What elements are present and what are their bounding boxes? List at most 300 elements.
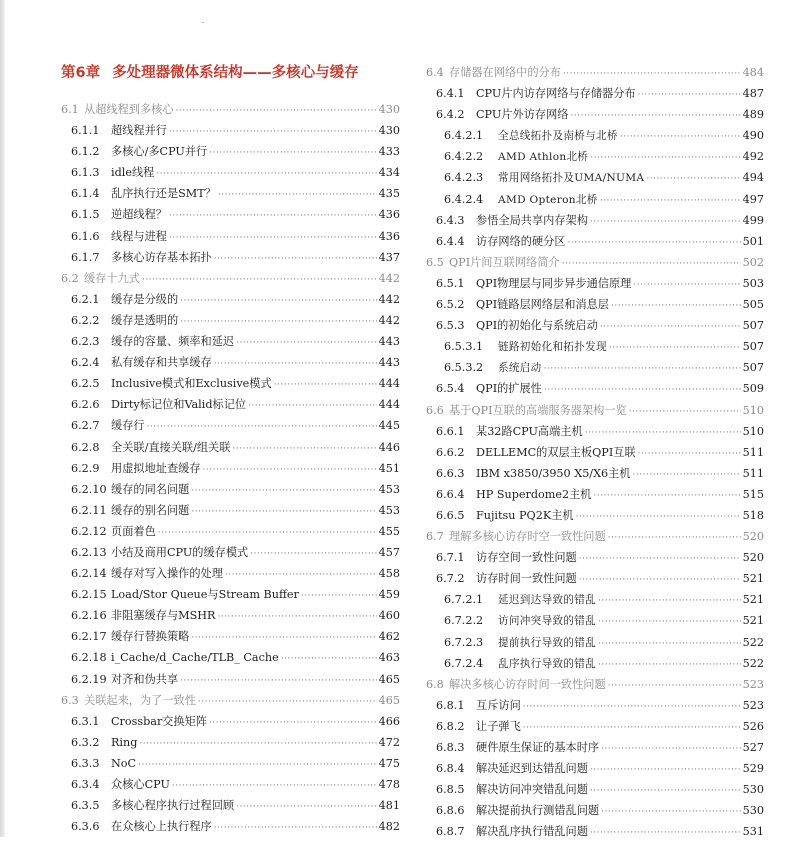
toc-entry-page: 445 bbox=[378, 419, 400, 433]
toc-entry-number: 6.1.3 bbox=[71, 166, 100, 180]
dot-leader bbox=[563, 64, 741, 85]
toc-entry-title: 参悟全局共享内存架构 bbox=[476, 213, 588, 227]
dot-leader bbox=[601, 739, 741, 760]
toc-entry-title: 缓存的同名问题 bbox=[111, 482, 190, 496]
dot-leader bbox=[236, 333, 377, 354]
toc-entry[interactable] bbox=[61, 479, 400, 500]
scan-mark bbox=[202, 22, 204, 23]
dot-leader bbox=[217, 607, 376, 628]
dot-leader bbox=[142, 270, 377, 291]
toc-entry-title: 非阻塞缓存与MSHR bbox=[111, 609, 216, 623]
toc-entry[interactable] bbox=[426, 653, 764, 674]
toc-entry-number: 6.2.9 bbox=[71, 461, 100, 475]
toc-entry-number: 6.2.15 bbox=[71, 588, 107, 602]
toc-entry-title: NoC bbox=[111, 756, 137, 770]
toc-entry-page: 509 bbox=[742, 382, 764, 396]
dot-leader bbox=[633, 465, 741, 486]
toc-entry-number: 6.2.4 bbox=[71, 356, 100, 370]
dot-leader bbox=[274, 375, 377, 396]
dot-leader bbox=[600, 317, 741, 338]
toc-entry-title: 全关联/直接关联/组关联 bbox=[111, 440, 231, 454]
toc-entry-title: AMD Athlon北桥 bbox=[498, 151, 589, 164]
toc-entry-page: 521 bbox=[742, 614, 764, 628]
toc-entry[interactable] bbox=[426, 294, 764, 315]
dot-leader bbox=[250, 544, 376, 565]
dot-leader bbox=[180, 291, 377, 312]
toc-entry-page: 515 bbox=[742, 487, 764, 501]
toc-entry-title: 用虚拟地址查缓存 bbox=[111, 461, 201, 475]
toc-entry-number: 6.2.13 bbox=[71, 545, 107, 559]
toc-entry-number: 6.7 bbox=[426, 530, 444, 544]
dot-leader bbox=[209, 143, 376, 164]
dot-leader bbox=[598, 655, 741, 676]
toc-entry-title: 常用网络拓扑及UMA/NUMA bbox=[498, 172, 645, 185]
toc-entry-number: 6.8.4 bbox=[436, 762, 465, 776]
toc-entry-title: 线程与进程 bbox=[111, 229, 167, 243]
toc-entry[interactable] bbox=[61, 373, 400, 394]
dot-leader bbox=[169, 122, 377, 143]
toc-entry-page: 459 bbox=[378, 588, 400, 602]
toc-entry-title: 缓存行替换策略 bbox=[111, 630, 190, 644]
toc-entry-title: Ring bbox=[111, 735, 138, 749]
toc-entry-page: 484 bbox=[742, 66, 764, 79]
toc-entry-title: 缓存是分级的 bbox=[111, 292, 179, 306]
toc-entry-page: 430 bbox=[378, 103, 400, 116]
toc-entry-title: CPU片外访存网络 bbox=[476, 108, 569, 122]
toc-entry[interactable] bbox=[61, 647, 400, 668]
toc-entry-page: 444 bbox=[378, 377, 400, 391]
dot-leader bbox=[609, 338, 741, 359]
toc-entry[interactable] bbox=[426, 758, 764, 779]
dot-leader bbox=[638, 444, 741, 465]
toc-entry-title: QPI链路层网络层和消息层 bbox=[476, 298, 609, 312]
toc-entry-title: 对齐和伪共享 bbox=[111, 672, 179, 686]
toc-entry[interactable] bbox=[61, 753, 400, 774]
dot-leader bbox=[180, 312, 377, 333]
toc-entry-title: Dirty标记位和Valid标记位 bbox=[111, 398, 247, 412]
toc-entry-title: 众核心CPU bbox=[111, 778, 170, 791]
toc-entry-number: 6.4.4 bbox=[436, 234, 465, 248]
toc-entry[interactable] bbox=[61, 732, 400, 753]
toc-entry[interactable] bbox=[61, 458, 400, 479]
dot-leader bbox=[214, 818, 377, 839]
toc-entry-page: 529 bbox=[742, 762, 764, 776]
toc-entry-page: 458 bbox=[378, 567, 400, 581]
toc-entry[interactable] bbox=[426, 146, 764, 167]
toc-entry-number: 6.3 bbox=[61, 693, 79, 707]
toc-entry[interactable] bbox=[61, 626, 400, 647]
toc-entry-page: 507 bbox=[742, 319, 764, 333]
toc-entry[interactable] bbox=[426, 231, 764, 252]
dot-leader bbox=[301, 586, 377, 607]
toc-section[interactable] bbox=[426, 400, 764, 421]
toc-section[interactable] bbox=[61, 690, 400, 711]
toc-entry-title: 访存空间一致性问题 bbox=[476, 551, 577, 565]
toc-entry-number: 6.5.3 bbox=[436, 319, 465, 333]
toc-entry-title: 存储器在网络中的分布 bbox=[449, 66, 561, 79]
toc-entry-number: 6.2.11 bbox=[71, 503, 107, 517]
toc-entry-title: 多核心程序执行过程回顾 bbox=[111, 799, 235, 813]
toc-entry-number: 6.1.6 bbox=[71, 229, 100, 243]
dot-leader bbox=[590, 781, 741, 802]
toc-entry-page: 502 bbox=[742, 255, 764, 269]
toc-entry-title: HP Superdome2主机 bbox=[476, 487, 592, 501]
toc-entry-title: 多核心访存基本拓扑 bbox=[111, 250, 212, 264]
toc-entry-number: 6.2 bbox=[61, 271, 79, 285]
toc-entry[interactable] bbox=[426, 421, 764, 442]
toc-entry-number: 6.4.1 bbox=[436, 87, 465, 101]
toc-entry-page: 430 bbox=[378, 124, 400, 138]
toc-entry[interactable] bbox=[61, 310, 400, 331]
toc-entry[interactable] bbox=[61, 352, 400, 373]
toc-entry-number: 6.4.2 bbox=[436, 108, 465, 122]
toc-entry-page: 489 bbox=[742, 108, 764, 122]
dot-leader bbox=[570, 106, 740, 127]
toc-entry-page: 443 bbox=[378, 335, 400, 349]
toc-column-left bbox=[61, 62, 400, 837]
toc-entry-number: 6.2.16 bbox=[71, 609, 107, 623]
toc-entry-page: 442 bbox=[378, 313, 400, 327]
dot-leader bbox=[608, 676, 741, 697]
toc-entry-title: 某32路CPU高端主机 bbox=[476, 424, 583, 438]
toc-entry-title: 缓存的别名问题 bbox=[111, 503, 190, 517]
toc-entry-title: 私有缓存和共享缓存 bbox=[111, 356, 212, 370]
toc-entry-number: 6.6.5 bbox=[436, 508, 465, 522]
toc-entry-number: 6.7.2 bbox=[436, 572, 465, 586]
dot-leader bbox=[214, 249, 377, 270]
toc-entry[interactable] bbox=[61, 605, 400, 626]
toc-entry-page: 530 bbox=[742, 783, 764, 797]
toc-entry[interactable] bbox=[426, 378, 764, 399]
toc-entry[interactable] bbox=[426, 484, 764, 505]
toc-entry-page: 443 bbox=[378, 356, 400, 370]
toc-entry-page: 520 bbox=[742, 551, 764, 565]
toc-entry-title: 访存网络的硬分区 bbox=[476, 234, 566, 248]
toc-entry-number: 6.8.5 bbox=[436, 783, 465, 797]
dot-leader bbox=[598, 591, 741, 612]
toc-entry[interactable] bbox=[426, 737, 764, 758]
toc-entry-page: 505 bbox=[742, 298, 764, 312]
toc-entry[interactable] bbox=[426, 632, 764, 653]
page-edge-shadow bbox=[0, 0, 5, 837]
toc-entry-page: 451 bbox=[378, 461, 400, 475]
toc-entry-number: 6.3.1 bbox=[71, 714, 100, 728]
toc-entry-page: 503 bbox=[742, 276, 764, 290]
toc-entry[interactable] bbox=[61, 141, 400, 162]
toc-entry-page: 522 bbox=[742, 635, 764, 649]
chapter-heading bbox=[61, 62, 400, 84]
toc-entry[interactable] bbox=[426, 800, 764, 821]
toc-entry-number: 6.7.2.3 bbox=[444, 635, 484, 649]
toc-entry-number: 6.2.6 bbox=[71, 398, 100, 412]
dot-leader bbox=[579, 570, 741, 591]
toc-entry-page: 492 bbox=[742, 150, 764, 164]
toc-entry-page: 523 bbox=[742, 698, 764, 712]
dot-leader bbox=[601, 802, 741, 823]
toc-entry-number: 6.1.4 bbox=[71, 187, 100, 201]
toc-entry[interactable] bbox=[426, 442, 764, 463]
toc-entry-number: 6.6.1 bbox=[436, 424, 465, 438]
toc-entry-number: 6.2.18 bbox=[71, 651, 107, 665]
toc-entry[interactable] bbox=[61, 563, 400, 584]
dot-leader bbox=[172, 776, 377, 797]
toc-entry-page: 518 bbox=[742, 508, 764, 522]
toc-entry[interactable] bbox=[61, 247, 400, 268]
toc-entry-page: 507 bbox=[742, 361, 764, 375]
dot-leader bbox=[236, 797, 377, 818]
toc-entry[interactable] bbox=[61, 521, 400, 542]
toc-entry[interactable] bbox=[61, 774, 400, 795]
dot-leader bbox=[590, 823, 741, 844]
toc-entry-title: 硬件原生保证的基本时序 bbox=[476, 741, 600, 754]
toc-entry-number: 6.2.19 bbox=[71, 672, 107, 686]
toc-section[interactable] bbox=[426, 526, 764, 547]
toc-entry-title: 基于QPI互联的高端服务器架构一览 bbox=[449, 403, 627, 417]
dot-leader bbox=[523, 718, 741, 739]
toc-entry[interactable] bbox=[426, 716, 764, 737]
toc-entry-title: 关联起来，为了一致性 bbox=[84, 693, 196, 707]
toc-entry-number: 6.3.4 bbox=[71, 778, 100, 791]
toc-entry[interactable] bbox=[61, 415, 400, 436]
dot-leader bbox=[169, 228, 377, 249]
dot-leader bbox=[158, 523, 377, 544]
toc-entry[interactable] bbox=[426, 821, 764, 842]
toc-entry[interactable] bbox=[61, 711, 400, 732]
toc-entry-number: 6.2.17 bbox=[71, 630, 107, 644]
toc-entry[interactable] bbox=[426, 189, 764, 210]
toc-entry[interactable] bbox=[426, 568, 764, 589]
dot-leader bbox=[579, 549, 741, 570]
toc-entry[interactable] bbox=[61, 584, 400, 605]
toc-entry[interactable] bbox=[426, 336, 764, 357]
toc-entry-number: 6.2.10 bbox=[71, 482, 107, 496]
toc-entry[interactable] bbox=[426, 210, 764, 231]
toc-entry[interactable] bbox=[61, 394, 400, 415]
toc-entry[interactable] bbox=[426, 547, 764, 568]
toc-entry-number: 6.8.1 bbox=[436, 698, 465, 712]
toc-entry-page: 463 bbox=[378, 651, 400, 665]
toc-entry-number: 6.6.3 bbox=[436, 466, 465, 480]
toc-entry-page: 521 bbox=[742, 593, 764, 607]
toc-section[interactable] bbox=[61, 99, 400, 120]
toc-column-right bbox=[426, 62, 764, 842]
toc-entry[interactable] bbox=[426, 463, 764, 484]
toc-entry-title: idle线程 bbox=[111, 166, 155, 180]
toc-entry-title: 解决提前执行测错乱问题 bbox=[476, 804, 600, 818]
toc-entry-title: 理解多核心访存时空一致性问题 bbox=[449, 530, 606, 544]
toc-entry[interactable] bbox=[61, 500, 400, 521]
toc-entry[interactable] bbox=[61, 226, 400, 247]
toc-entry[interactable] bbox=[61, 183, 400, 204]
toc-entry-page: 472 bbox=[378, 735, 400, 749]
toc-entry-title: CPU片内访存网络与存储器分布 bbox=[476, 87, 636, 101]
toc-entry[interactable] bbox=[426, 273, 764, 294]
dot-leader bbox=[598, 634, 741, 655]
dot-leader bbox=[562, 254, 741, 275]
dot-leader bbox=[281, 649, 377, 670]
toc-entry-number: 6.3.5 bbox=[71, 799, 100, 813]
toc-entry[interactable] bbox=[61, 816, 400, 837]
dot-leader bbox=[139, 734, 376, 755]
toc-entry-title: 访问冲突导致的错乱 bbox=[498, 615, 597, 628]
toc-entry[interactable] bbox=[426, 505, 764, 526]
toc-section[interactable] bbox=[426, 252, 764, 273]
toc-entry-page: 523 bbox=[742, 677, 764, 691]
toc-entry-number: 6.8.7 bbox=[436, 825, 465, 839]
toc-entry-number: 6.5.1 bbox=[436, 276, 465, 290]
toc-entry-title: 缓存是透明的 bbox=[111, 313, 179, 327]
toc-entry-title: 系统启动 bbox=[498, 362, 542, 375]
dot-leader bbox=[593, 486, 740, 507]
toc-entry-title: Inclusive模式和Exclusive模式 bbox=[111, 377, 272, 391]
toc-entry-title: 解决多核心访存时间一致性问题 bbox=[449, 677, 606, 691]
dot-leader bbox=[523, 697, 741, 718]
toc-entry-page: 453 bbox=[378, 482, 400, 496]
toc-entry-number: 6.6.2 bbox=[436, 445, 465, 459]
toc-entry-title: QPI的初始化与系统启动 bbox=[476, 319, 598, 333]
toc-entry-title: QPI的扩展性 bbox=[476, 382, 542, 396]
toc-entry[interactable] bbox=[426, 83, 764, 104]
toc-entry-number: 6.2.5 bbox=[71, 377, 100, 391]
toc-entry-page: 466 bbox=[378, 714, 400, 728]
toc-entry[interactable] bbox=[426, 125, 764, 146]
toc-entry-page: 460 bbox=[378, 609, 400, 623]
toc-entry-page: 436 bbox=[378, 208, 400, 222]
toc-entry-title: Crossbar交换矩阵 bbox=[111, 714, 208, 728]
dot-leader bbox=[225, 565, 377, 586]
toc-entry-title: IBM x3850/3950 X5/X6主机 bbox=[476, 466, 631, 480]
toc-entry-number: 6.4.2.4 bbox=[444, 192, 484, 206]
toc-entry-title: DELLEMC的双层主板QPI互联 bbox=[476, 445, 636, 459]
toc-entry-number: 6.8.2 bbox=[436, 719, 465, 733]
toc-entry-title: 小结及商用CPU的缓存模式 bbox=[111, 545, 249, 559]
toc-entry-page: 511 bbox=[742, 466, 764, 480]
toc-entry-number: 6.2.2 bbox=[71, 313, 100, 327]
toc-entry-number: 6.4.2.1 bbox=[444, 129, 484, 143]
toc-entry-page: 530 bbox=[742, 804, 764, 818]
toc-entry-number: 6.6.4 bbox=[436, 487, 465, 501]
dot-leader bbox=[633, 275, 740, 296]
toc-entry-title: 延迟到达导致的错乱 bbox=[498, 594, 597, 607]
toc-entry-number: 6.2.14 bbox=[71, 567, 107, 581]
dot-leader bbox=[180, 671, 377, 692]
dot-leader bbox=[191, 502, 376, 523]
dot-leader bbox=[646, 169, 740, 190]
dot-leader bbox=[576, 507, 741, 528]
toc-entry[interactable] bbox=[61, 162, 400, 183]
toc-entry-page: 433 bbox=[378, 145, 400, 159]
toc-entry-page: 507 bbox=[742, 340, 764, 354]
toc-entry-page: 465 bbox=[378, 672, 400, 686]
toc-entry-title: 解决访问冲突错乱问题 bbox=[476, 783, 588, 797]
toc-entry-number: 6.7.2.4 bbox=[444, 656, 484, 670]
dot-leader bbox=[600, 191, 741, 212]
toc-entry-number: 6.8.6 bbox=[436, 804, 465, 818]
toc-entry-number: 6.3.2 bbox=[71, 735, 100, 749]
toc-entry[interactable] bbox=[61, 331, 400, 352]
dot-leader bbox=[218, 185, 377, 206]
toc-entry-page: 520 bbox=[742, 530, 764, 544]
dot-leader bbox=[638, 85, 741, 106]
toc-entry-page: 453 bbox=[378, 503, 400, 517]
toc-entry-title: QPI片间互联网络简介 bbox=[449, 255, 560, 269]
toc-entry-title: 超线程并行 bbox=[111, 124, 167, 138]
toc-entry[interactable] bbox=[61, 289, 400, 310]
toc-entry-number: 6.8.3 bbox=[436, 741, 465, 754]
toc-entry-title: 逆超线程？ bbox=[111, 208, 167, 222]
toc-entry-number: 6.5.4 bbox=[436, 382, 465, 396]
dot-leader bbox=[214, 354, 377, 375]
toc-entry[interactable] bbox=[426, 167, 764, 188]
toc-entry-number: 6.2.7 bbox=[71, 419, 100, 433]
toc-entry-page: 522 bbox=[742, 656, 764, 670]
toc-entry[interactable] bbox=[61, 204, 400, 225]
toc-entry-title: 提前执行导致的错乱 bbox=[498, 636, 597, 649]
toc-entry-page: 435 bbox=[378, 187, 400, 201]
toc-entry-title: 缓存行 bbox=[111, 419, 145, 433]
toc-entry-number: 6.1.7 bbox=[71, 250, 100, 264]
toc-entry-page: 442 bbox=[378, 271, 400, 285]
dot-leader bbox=[590, 760, 741, 781]
toc-entry[interactable] bbox=[61, 437, 400, 458]
toc-entry-number: 6.5.2 bbox=[436, 298, 465, 312]
toc-entry-number: 6.3.3 bbox=[71, 756, 100, 770]
toc-entry[interactable] bbox=[61, 542, 400, 563]
toc-entry-title: 解决乱序执行错乱问题 bbox=[476, 825, 588, 839]
toc-entry-page: 511 bbox=[742, 445, 764, 459]
toc-section[interactable] bbox=[426, 62, 764, 83]
toc-entry-page: 510 bbox=[742, 403, 764, 417]
chapter-title: 多处理器微体系结构——多核心与缓存 bbox=[112, 65, 359, 81]
toc-entry-number: 6.1.1 bbox=[71, 124, 100, 138]
dot-leader bbox=[138, 755, 377, 776]
toc-entry-number: 6.2.1 bbox=[71, 292, 100, 306]
toc-entry[interactable] bbox=[61, 669, 400, 690]
dot-leader bbox=[611, 296, 741, 317]
toc-entry[interactable] bbox=[426, 779, 764, 800]
toc-entry-page: 527 bbox=[742, 741, 764, 754]
dot-leader bbox=[608, 528, 741, 549]
toc-entry-page: 475 bbox=[378, 756, 400, 770]
toc-section[interactable] bbox=[426, 674, 764, 695]
toc-entry[interactable] bbox=[426, 104, 764, 125]
toc-entry-title: 全总线拓扑及南桥与北桥 bbox=[498, 130, 618, 143]
dot-leader bbox=[590, 212, 741, 233]
toc-entry-page: 487 bbox=[742, 87, 764, 101]
dot-leader bbox=[568, 233, 741, 254]
toc-entry-page: 446 bbox=[378, 440, 400, 454]
toc-entry-page: 490 bbox=[742, 129, 764, 143]
toc-entry-title: Fujitsu PQ2K主机 bbox=[476, 508, 574, 522]
toc-entry-number: 6.1.5 bbox=[71, 208, 100, 222]
toc-entry[interactable] bbox=[426, 357, 764, 378]
dot-leader bbox=[629, 402, 741, 423]
toc-entry[interactable] bbox=[61, 795, 400, 816]
toc-entry-number: 6.8 bbox=[426, 677, 444, 691]
dot-leader bbox=[147, 417, 377, 438]
toc-entry[interactable] bbox=[426, 589, 764, 610]
dot-leader bbox=[585, 423, 741, 444]
toc-entry-number: 6.4.3 bbox=[436, 213, 465, 227]
toc-entry[interactable] bbox=[61, 120, 400, 141]
toc-entry[interactable] bbox=[426, 610, 764, 631]
toc-entry-page: 442 bbox=[378, 292, 400, 306]
toc-section[interactable] bbox=[61, 268, 400, 289]
toc-entry[interactable] bbox=[426, 695, 764, 716]
toc-entry[interactable] bbox=[426, 315, 764, 336]
toc-entry-title: 页面着色 bbox=[111, 524, 156, 538]
toc-entry-page: 501 bbox=[742, 234, 764, 248]
